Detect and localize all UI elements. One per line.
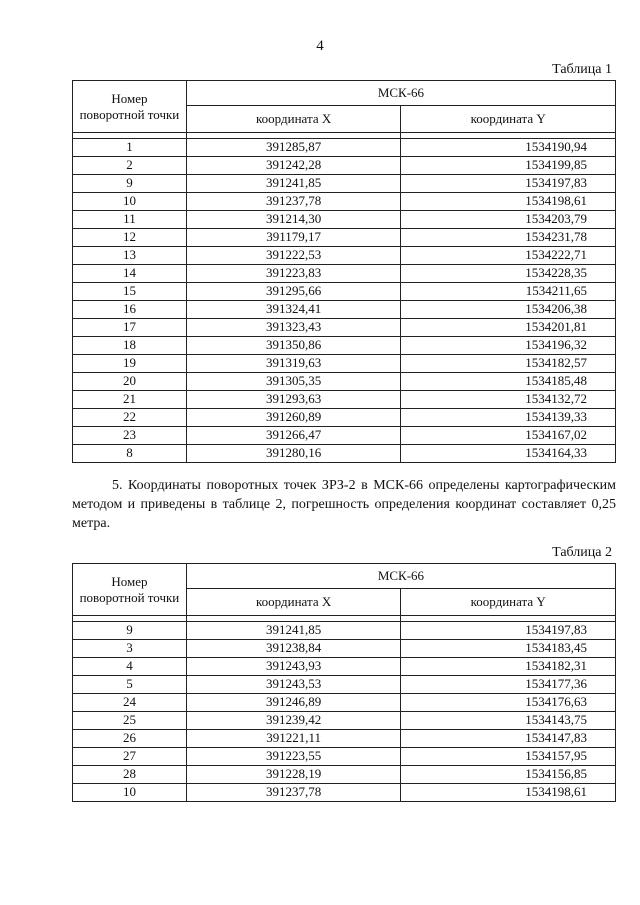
point-number-cell: 21 bbox=[73, 391, 187, 409]
point-number-cell: 19 bbox=[73, 355, 187, 373]
point-number-cell: 8 bbox=[73, 445, 187, 463]
x-coordinate-cell: 391223,83 bbox=[186, 265, 401, 283]
table-row bbox=[73, 409, 616, 427]
x-coordinate-cell: 391223,55 bbox=[186, 748, 401, 766]
point-number-header: Номер поворотной точки bbox=[73, 81, 187, 133]
x-coordinate-cell: 391228,19 bbox=[186, 766, 401, 784]
table-row bbox=[73, 175, 616, 193]
point-number-cell: 10 bbox=[73, 784, 187, 802]
table-row bbox=[73, 712, 616, 730]
point-number-cell: 11 bbox=[73, 211, 187, 229]
point-number-cell: 23 bbox=[73, 427, 187, 445]
table-row bbox=[73, 157, 616, 175]
x-coordinate-cell: 391239,42 bbox=[186, 712, 401, 730]
table-row bbox=[73, 427, 616, 445]
y-coordinate-cell: 1534197,83 bbox=[401, 622, 616, 640]
x-coordinate-cell: 391280,16 bbox=[186, 445, 401, 463]
y-coordinate-cell: 1534132,72 bbox=[401, 391, 616, 409]
table-row bbox=[73, 622, 616, 640]
coordinate-system-header: МСК-66 bbox=[186, 81, 615, 106]
table-row bbox=[73, 337, 616, 355]
x-coordinate-cell: 391305,35 bbox=[186, 373, 401, 391]
point-number-cell: 10 bbox=[73, 193, 187, 211]
y-coordinate-cell: 1534197,83 bbox=[401, 175, 616, 193]
y-coordinate-cell: 1534183,45 bbox=[401, 640, 616, 658]
table-row bbox=[73, 748, 616, 766]
table-row bbox=[73, 229, 616, 247]
table-row bbox=[73, 373, 616, 391]
table-row bbox=[73, 247, 616, 265]
x-coordinate-cell: 391293,63 bbox=[186, 391, 401, 409]
y-coordinate-cell: 1534231,78 bbox=[401, 229, 616, 247]
point-number-cell: 12 bbox=[73, 229, 187, 247]
point-number-header: Номер поворотной точки bbox=[73, 564, 187, 616]
y-coordinate-cell: 1534139,33 bbox=[401, 409, 616, 427]
y-coordinate-cell: 1534147,83 bbox=[401, 730, 616, 748]
y-coordinate-cell: 1534190,94 bbox=[401, 139, 616, 157]
x-coordinate-header: координата X bbox=[186, 106, 401, 133]
table-row bbox=[73, 784, 616, 802]
y-coordinate-cell: 1534211,65 bbox=[401, 283, 616, 301]
point-number-cell: 18 bbox=[73, 337, 187, 355]
x-coordinate-cell: 391237,78 bbox=[186, 784, 401, 802]
y-coordinate-cell: 1534206,38 bbox=[401, 301, 616, 319]
y-coordinate-cell: 1534167,02 bbox=[401, 427, 616, 445]
y-coordinate-cell: 1534182,31 bbox=[401, 658, 616, 676]
x-coordinate-cell: 391237,78 bbox=[186, 193, 401, 211]
point-number-cell: 17 bbox=[73, 319, 187, 337]
x-coordinate-cell: 391241,85 bbox=[186, 175, 401, 193]
point-number-cell: 24 bbox=[73, 694, 187, 712]
table-row bbox=[73, 355, 616, 373]
y-coordinate-cell: 1534185,48 bbox=[401, 373, 616, 391]
x-coordinate-cell: 391243,53 bbox=[186, 676, 401, 694]
x-coordinate-cell: 391241,85 bbox=[186, 622, 401, 640]
coordinate-system-header: МСК-66 bbox=[186, 564, 615, 589]
x-coordinate-header: координата X bbox=[186, 589, 401, 616]
y-coordinate-cell: 1534199,85 bbox=[401, 157, 616, 175]
point-number-cell: 2 bbox=[73, 157, 187, 175]
y-coordinate-cell: 1534203,79 bbox=[401, 211, 616, 229]
x-coordinate-cell: 391242,28 bbox=[186, 157, 401, 175]
x-coordinate-cell: 391350,86 bbox=[186, 337, 401, 355]
y-coordinate-header: координата Y bbox=[401, 106, 616, 133]
point-number-cell: 9 bbox=[73, 622, 187, 640]
table-row bbox=[73, 193, 616, 211]
y-coordinate-header: координата Y bbox=[401, 589, 616, 616]
point-number-cell: 5 bbox=[73, 676, 187, 694]
coordinates-table-1 bbox=[72, 80, 616, 463]
table2-caption: Таблица 2 bbox=[552, 545, 612, 560]
point-number-cell: 1 bbox=[73, 139, 187, 157]
point-number-cell: 28 bbox=[73, 766, 187, 784]
table-row bbox=[73, 658, 616, 676]
table-row bbox=[73, 265, 616, 283]
table-row bbox=[73, 445, 616, 463]
point-number-cell: 20 bbox=[73, 373, 187, 391]
point-number-cell: 22 bbox=[73, 409, 187, 427]
point-number-cell: 26 bbox=[73, 730, 187, 748]
table-row bbox=[73, 391, 616, 409]
x-coordinate-cell: 391260,89 bbox=[186, 409, 401, 427]
point-number-cell: 16 bbox=[73, 301, 187, 319]
y-coordinate-cell: 1534157,95 bbox=[401, 748, 616, 766]
y-coordinate-cell: 1534177,36 bbox=[401, 676, 616, 694]
coordinates-table-2 bbox=[72, 563, 616, 802]
table-row bbox=[73, 676, 616, 694]
point-number-cell: 15 bbox=[73, 283, 187, 301]
y-coordinate-cell: 1534176,63 bbox=[401, 694, 616, 712]
x-coordinate-cell: 391222,53 bbox=[186, 247, 401, 265]
table-row bbox=[73, 319, 616, 337]
y-coordinate-cell: 1534143,75 bbox=[401, 712, 616, 730]
x-coordinate-cell: 391266,47 bbox=[186, 427, 401, 445]
table-row bbox=[73, 283, 616, 301]
y-coordinate-cell: 1534196,32 bbox=[401, 337, 616, 355]
x-coordinate-cell: 391221,11 bbox=[186, 730, 401, 748]
table-row bbox=[73, 730, 616, 748]
y-coordinate-cell: 1534201,81 bbox=[401, 319, 616, 337]
point-number-cell: 25 bbox=[73, 712, 187, 730]
table-row bbox=[73, 301, 616, 319]
x-coordinate-cell: 391214,30 bbox=[186, 211, 401, 229]
table-row bbox=[73, 766, 616, 784]
table-row bbox=[73, 139, 616, 157]
y-coordinate-cell: 1534222,71 bbox=[401, 247, 616, 265]
y-coordinate-cell: 1534156,85 bbox=[401, 766, 616, 784]
point-number-cell: 3 bbox=[73, 640, 187, 658]
y-coordinate-cell: 1534198,61 bbox=[401, 193, 616, 211]
x-coordinate-cell: 391243,93 bbox=[186, 658, 401, 676]
x-coordinate-cell: 391295,66 bbox=[186, 283, 401, 301]
table-row bbox=[73, 211, 616, 229]
coordinates-paragraph: 5. Координаты поворотных точек ЗРЗ-2 в МСК-66 определены картографическим методом и приведены в таблице 2, погрешность определения координат составляет 0,25 метра. bbox=[72, 478, 616, 531]
x-coordinate-cell: 391179,17 bbox=[186, 229, 401, 247]
y-coordinate-cell: 1534228,35 bbox=[401, 265, 616, 283]
x-coordinate-cell: 391246,89 bbox=[186, 694, 401, 712]
y-coordinate-cell: 1534164,33 bbox=[401, 445, 616, 463]
x-coordinate-cell: 391319,63 bbox=[186, 355, 401, 373]
x-coordinate-cell: 391323,43 bbox=[186, 319, 401, 337]
x-coordinate-cell: 391324,41 bbox=[186, 301, 401, 319]
point-number-cell: 27 bbox=[73, 748, 187, 766]
y-coordinate-cell: 1534198,61 bbox=[401, 784, 616, 802]
point-number-cell: 4 bbox=[73, 658, 187, 676]
page-number: 4 bbox=[316, 38, 324, 54]
x-coordinate-cell: 391285,87 bbox=[186, 139, 401, 157]
table-row bbox=[73, 640, 616, 658]
point-number-cell: 9 bbox=[73, 175, 187, 193]
point-number-cell: 14 bbox=[73, 265, 187, 283]
x-coordinate-cell: 391238,84 bbox=[186, 640, 401, 658]
point-number-cell: 13 bbox=[73, 247, 187, 265]
table-row bbox=[73, 694, 616, 712]
y-coordinate-cell: 1534182,57 bbox=[401, 355, 616, 373]
table1-caption: Таблица 1 bbox=[552, 62, 612, 77]
